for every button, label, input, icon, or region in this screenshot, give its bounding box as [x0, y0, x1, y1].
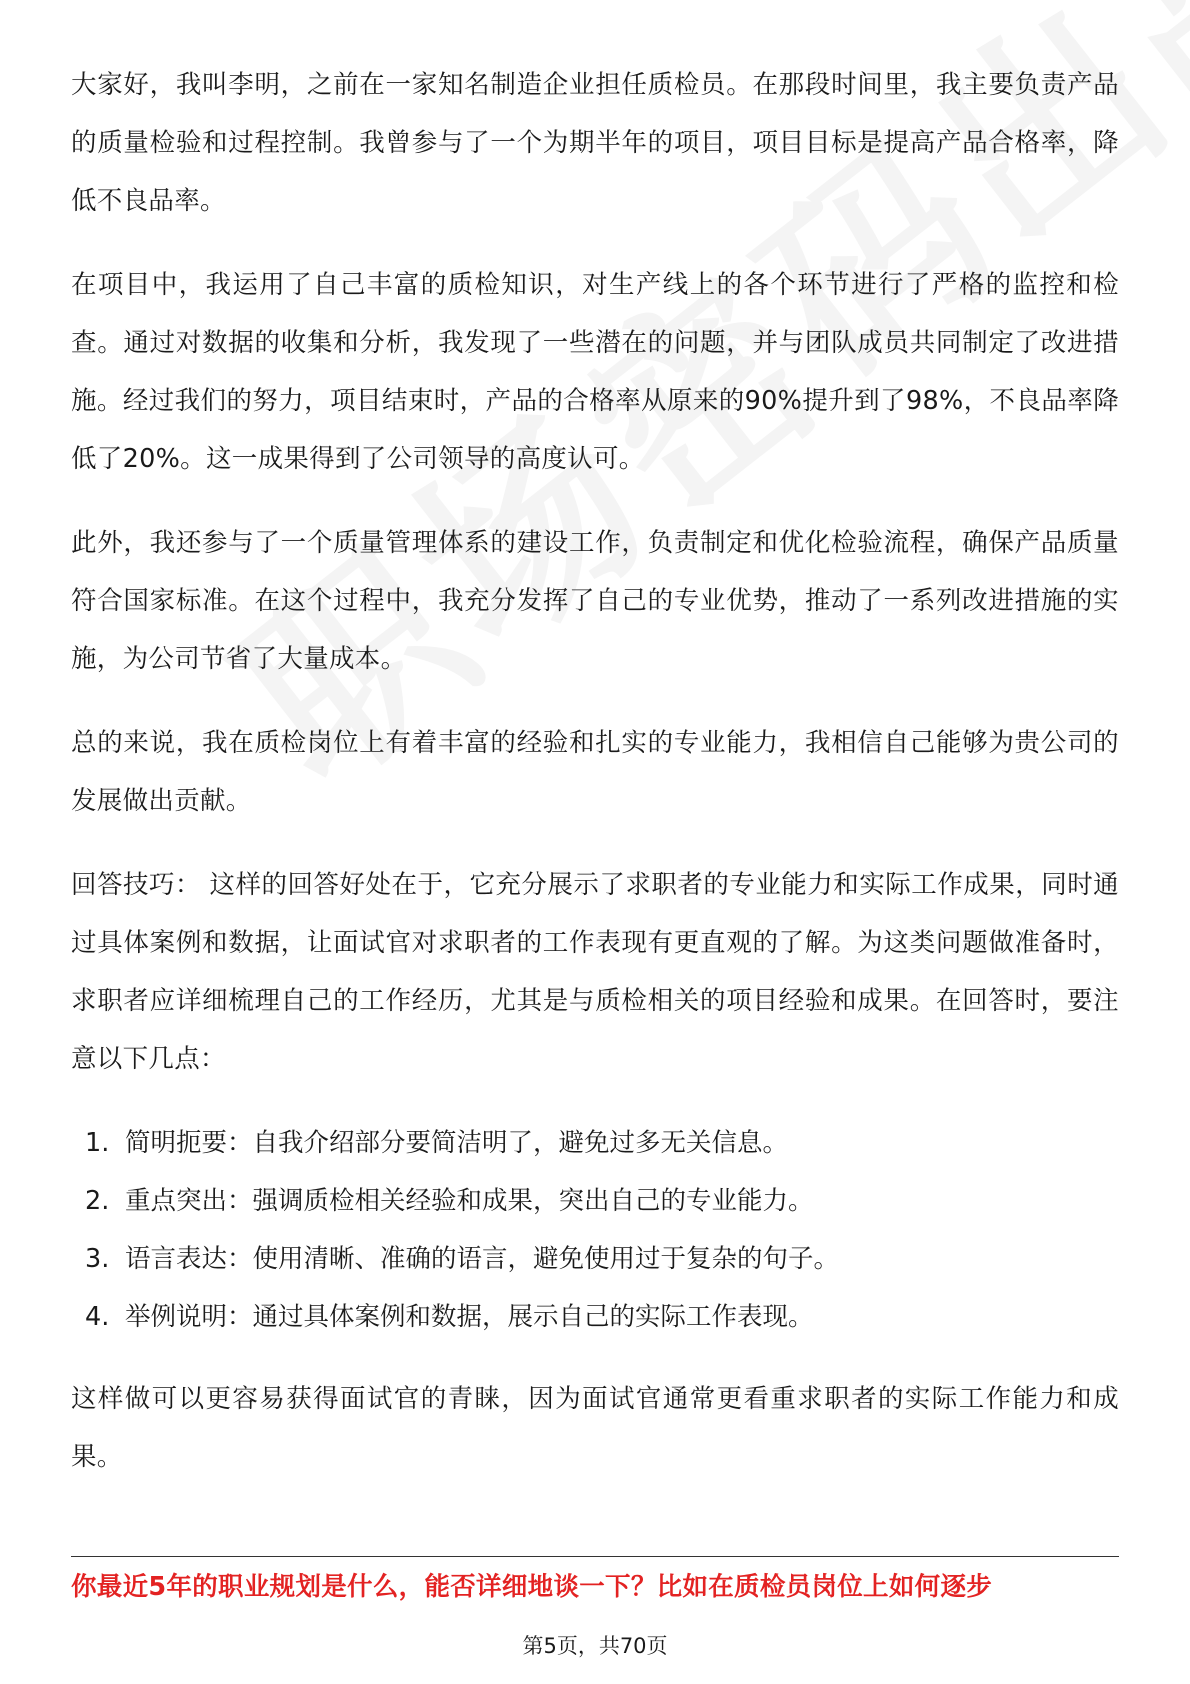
list-item-text: 重点突出：强调质检相关经验和成果，突出自己的专业能力。: [125, 1186, 814, 1216]
paragraph-quality-system: 此外，我还参与了一个质量管理体系的建设工作，负责制定和优化检验流程，确保产品质量符合国家标准。在这个过程中，我充分发挥了自己的专业优势，推动了一系列改进措施的实施，为公司节省了大量成本。: [71, 528, 1119, 674]
next-question-heading: 你最近5年的职业规划是什么，能否详细地谈一下？比如在质检员岗位上如何逐步: [71, 1572, 993, 1602]
paragraph-summary: 总的来说，我在质检岗位上有着丰富的经验和扎实的专业能力，我相信自己能够为贵公司的发展做出贡献。: [71, 728, 1119, 816]
paragraph-project: 在项目中，我运用了自己丰富的质检知识，对生产线上的各个环节进行了严格的监控和检查。通过对数据的收集和分析，我发现了一些潜在的问题，并与团队成员共同制定了改进措施。经过我们的努力，项目结束时，产品的合格率从原来的90%提升到了98%，不良品率降低了20%。这一成果得到了公司领导的高度认可。: [71, 270, 1119, 474]
tips-list: [71, 1114, 1119, 1346]
list-item-number: 1.: [85, 1128, 110, 1158]
paragraph-closing: 这样做可以更容易获得面试官的青睐，因为面试官通常更看重求职者的实际工作能力和成果。: [71, 1384, 1119, 1472]
list-item-number: 3.: [85, 1244, 110, 1274]
list-item-number: 2.: [85, 1186, 110, 1216]
list-item-text: 语言表达：使用清晰、准确的语言，避免使用过于复杂的句子。: [125, 1244, 840, 1274]
list-item: [71, 1114, 1119, 1172]
paragraph-intro: 大家好，我叫李明，之前在一家知名制造企业担任质检员。在那段时间里，我主要负责产品的质量检验和过程控制。我曾参与了一个为期半年的项目，项目目标是提高产品合格率，降低不良品率。: [71, 70, 1119, 216]
list-item: [71, 1230, 1119, 1288]
section-divider: [71, 1556, 1119, 1557]
paragraph-answer-tips: 回答技巧： 这样的回答好处在于，它充分展示了求职者的专业能力和实际工作成果，同时通过具体案例和数据，让面试官对求职者的工作表现有更直观的了解。为这类问题做准备时，求职者应详细梳理自己的工作经历，尤其是与质检相关的项目经验和成果。在回答时，要注意以下几点：: [71, 870, 1119, 1074]
page-number: 第5页，共70页: [522, 1634, 668, 1658]
list-item-text: 简明扼要：自我介绍部分要简洁明了，避免过多无关信息。: [125, 1128, 789, 1158]
list-item: [71, 1288, 1119, 1346]
list-item-text: 举例说明：通过具体案例和数据，展示自己的实际工作表现。: [125, 1302, 814, 1332]
list-item: [71, 1172, 1119, 1230]
answer-content: [71, 56, 1119, 1512]
list-item-number: 4.: [85, 1302, 110, 1332]
